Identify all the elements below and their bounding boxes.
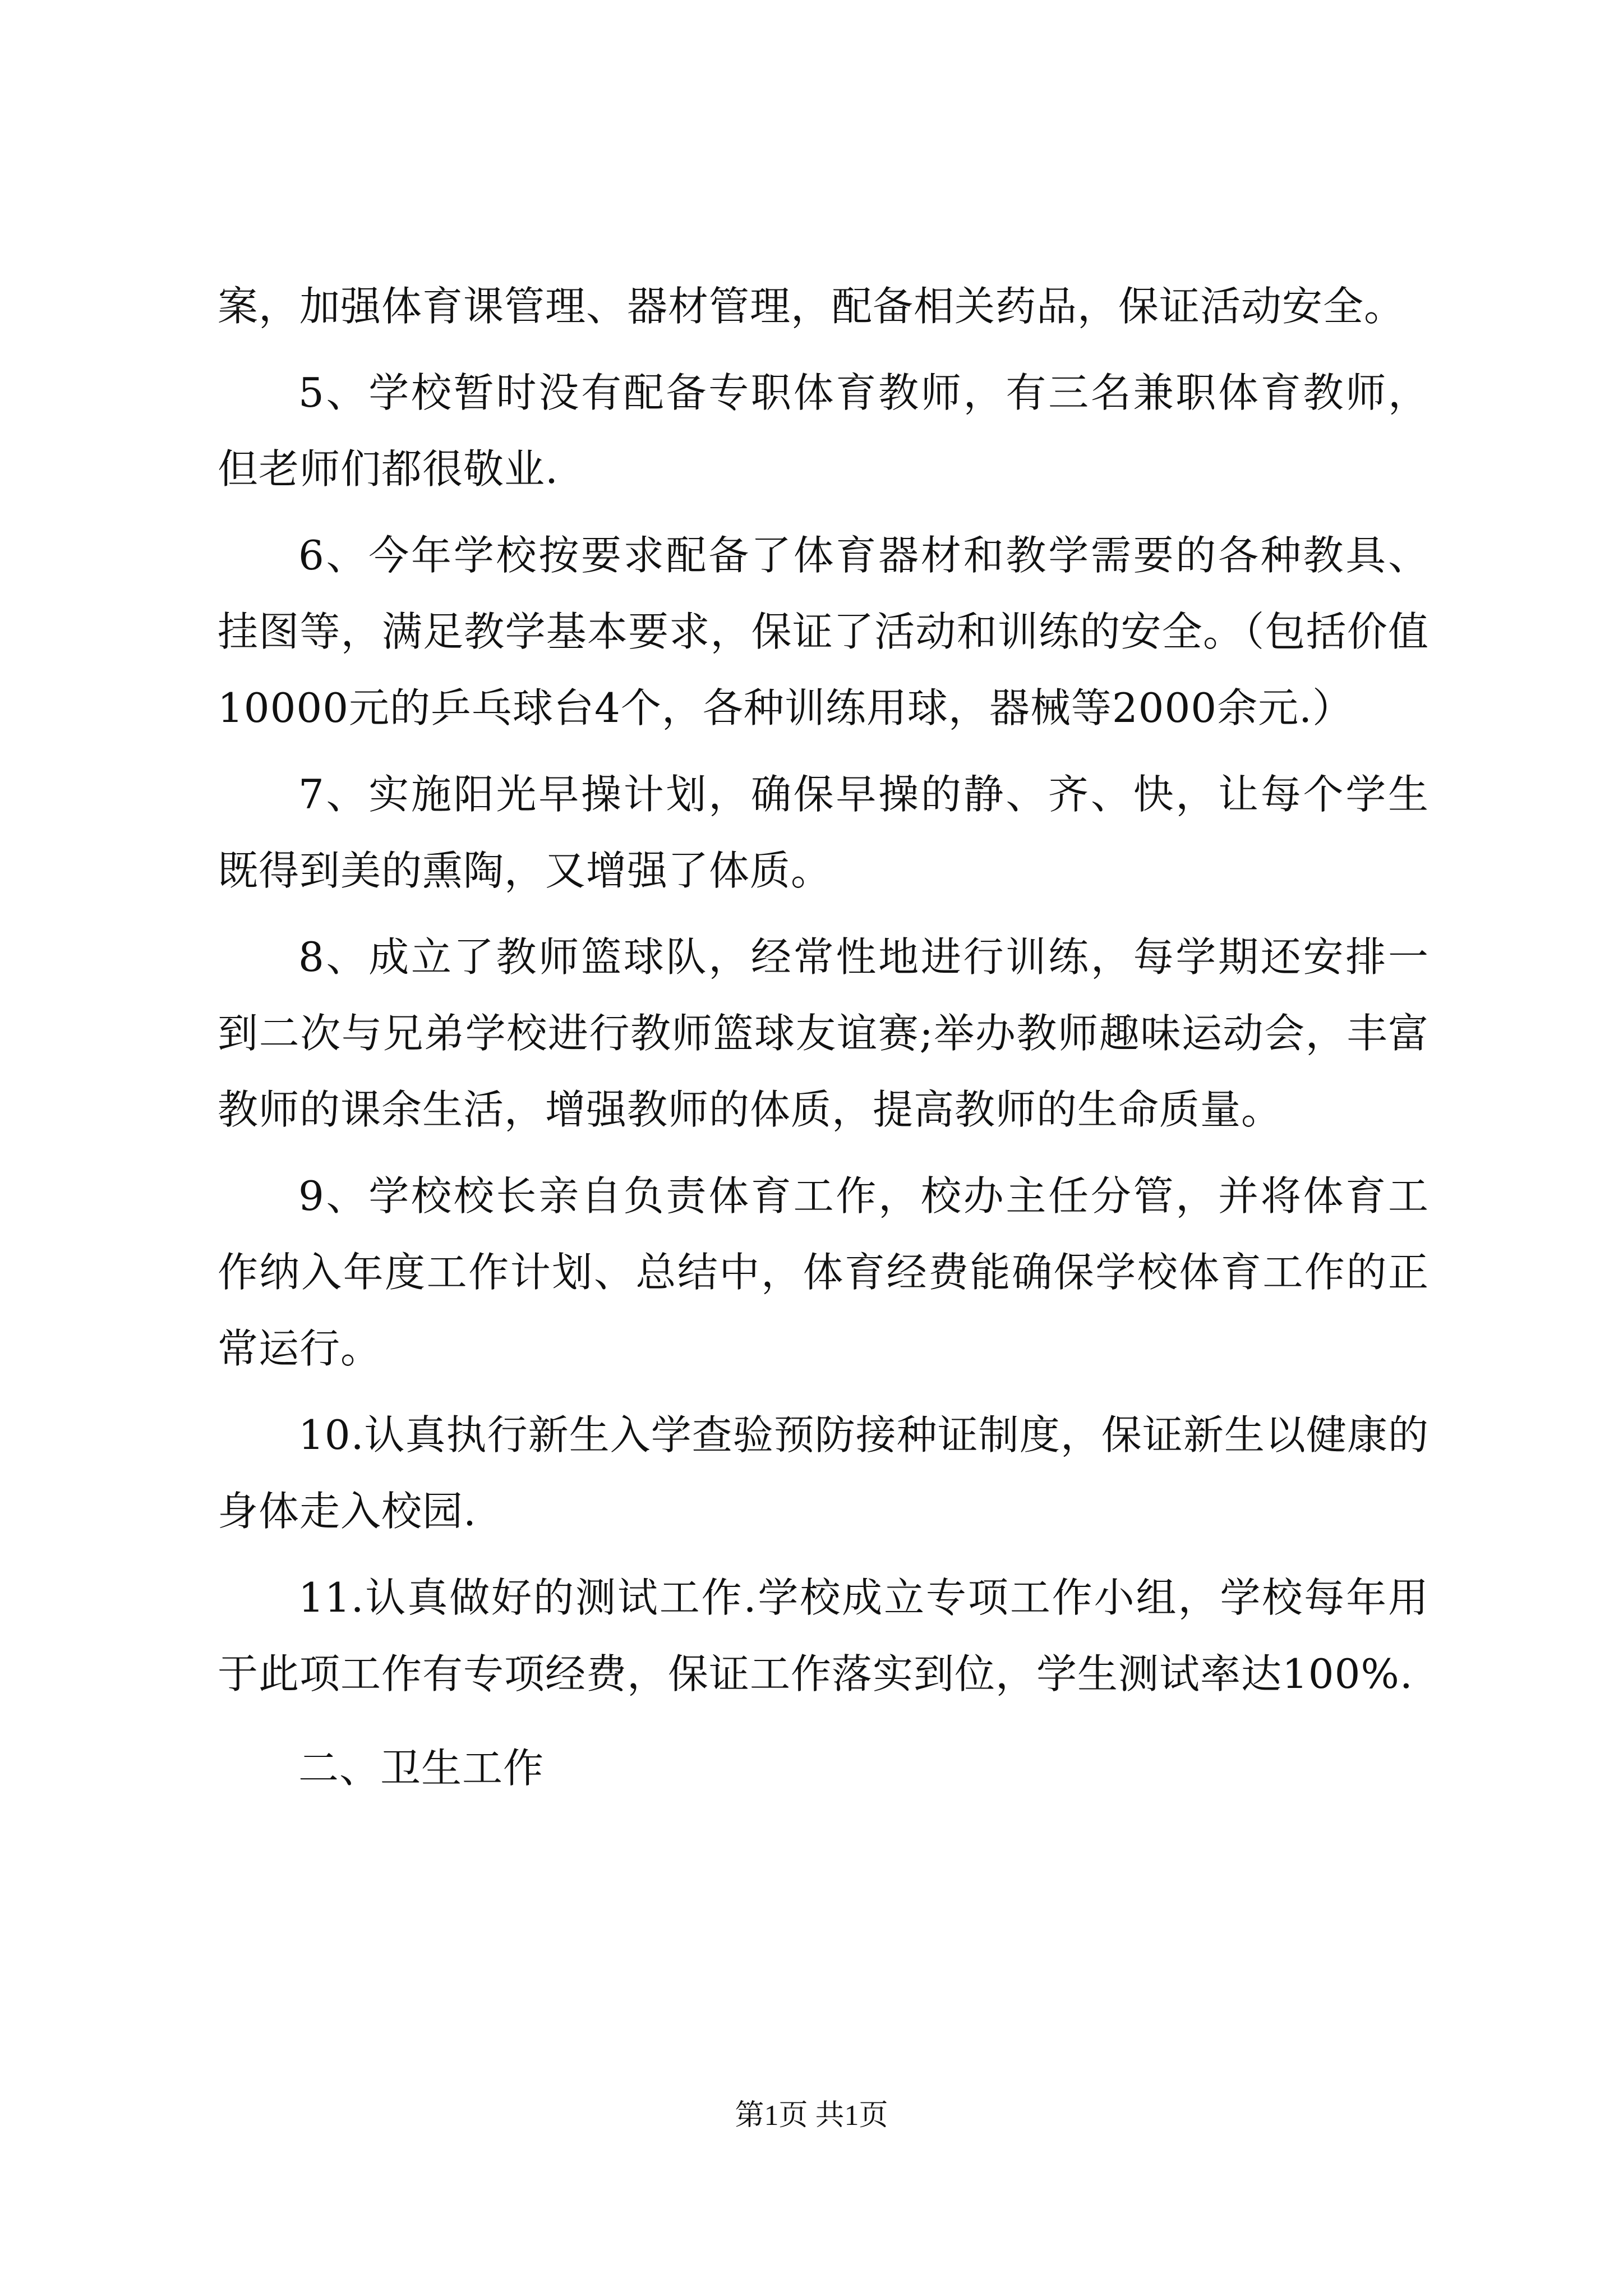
paragraph-item-5: 5、学校暂时没有配备专职体育教师，有三名兼职体育教师，但老师们都很敬业. <box>218 369 1429 493</box>
page-number-footer: 第1页 共1页 <box>735 2100 888 2132</box>
paragraph-item-11: 11.认真做好的测试工作.学校成立专项工作小组，学校每年用于此项工作有专项经费，保证工作落实到位，学生测试率达100%. <box>218 1574 1429 1697</box>
paragraph-item-7: 7、实施阳光早操计划，确保早操的静、齐、快，让每个学生既得到美的熏陶，又增强了体质。 <box>218 771 1429 894</box>
paragraph-continuation: 案，加强体育课管理、器材管理，配备相关药品，保证活动安全。 <box>218 283 1405 330</box>
paragraph-item-10: 10.认真执行新生入学查验预防接种证制度，保证新生以健康的身体走入校园. <box>218 1411 1429 1535</box>
paragraph-item-6: 6、今年学校按要求配备了体育器材和教学需要的各种教具、挂图等，满足教学基本要求，保证了活动和训练的安全。（包括价值10000元的乒乓球台4个，各种训练用球，器械等2000余元.） <box>218 532 1429 731</box>
paragraph-item-9: 9、学校校长亲自负责体育工作，校办主任分管，并将体育工作纳入年度工作计划、总结中，体育经费能确保学校体育工作的正常运行。 <box>218 1172 1429 1372</box>
paragraph-item-8: 8、成立了教师篮球队，经常性地进行训练，每学期还安排一到二次与兄弟学校进行教师篮球友谊赛;举办教师趣味运动会，丰富教师的课余生活，增强教师的体质，提高教师的生命质量。 <box>218 933 1429 1133</box>
document-body <box>218 268 1429 1806</box>
section-heading-hygiene: 二、卫生工作 <box>298 1745 545 1792</box>
